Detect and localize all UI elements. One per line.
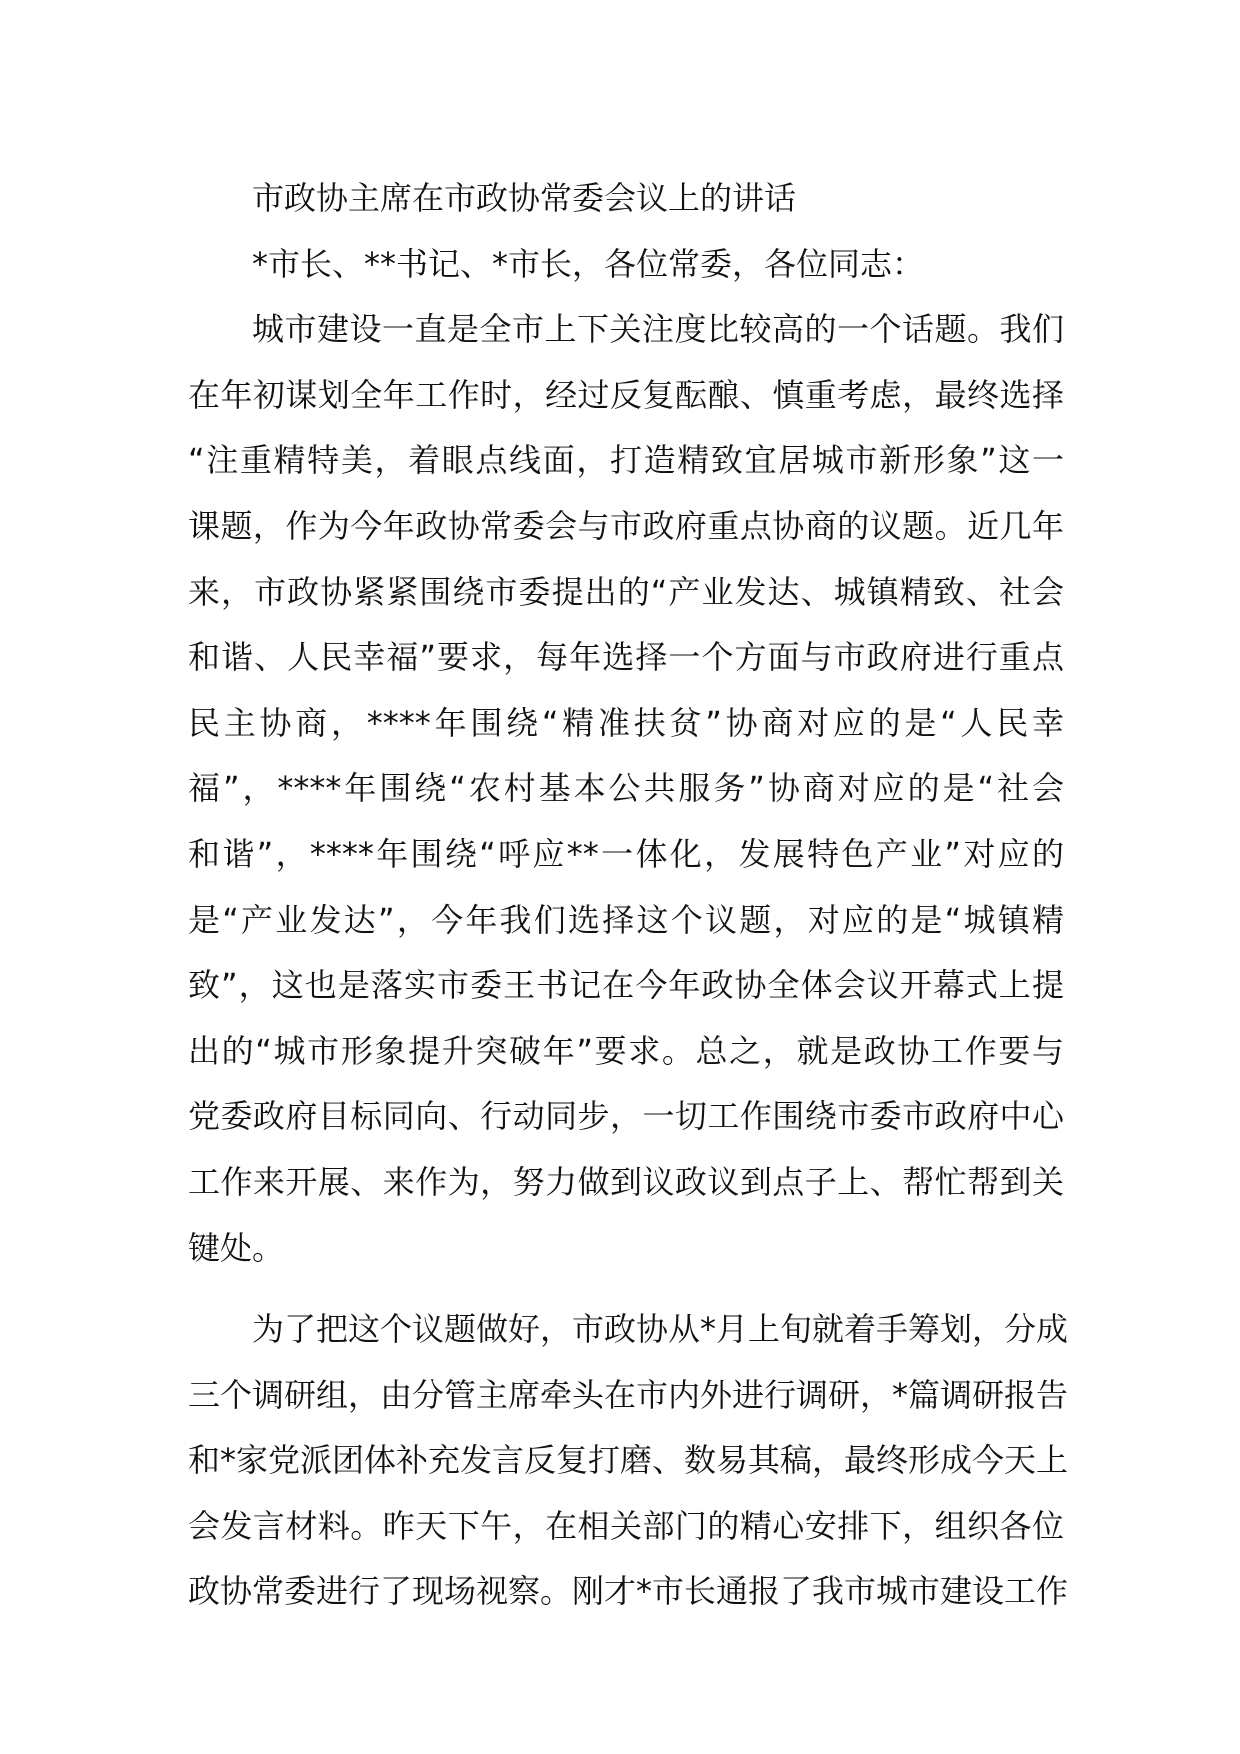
- paragraph-line: 在年初谋划全年工作时，经过反复酝酿、慎重考虑，最终选择: [188, 375, 1064, 414]
- paragraph-line: 出的“城市形象提升突破年”要求。总之，就是政协工作要与: [188, 1031, 1064, 1070]
- paragraph-line: 和谐”，****年围绕“呼应**一体化，发展特色产业”对应的: [188, 834, 1064, 873]
- salutation: *市长、**书记、*市长，各位常委，各位同志：: [252, 244, 925, 283]
- paragraph-line: 福”，****年围绕“农村基本公共服务”协商对应的是“社会: [188, 769, 1064, 808]
- paragraph-line: 和谐、人民幸福”要求，每年选择一个方面与市政府进行重点: [188, 638, 1064, 677]
- paragraph-line: 政协常委进行了现场视察。刚才*市长通报了我市城市建设工作: [188, 1572, 1069, 1611]
- document-body: [188, 166, 1069, 1625]
- paragraph-line: 城市建设一直是全市上下关注度比较高的一个话题。我们: [252, 310, 1064, 349]
- paragraph-spacing: [188, 1281, 1064, 1297]
- paragraph-line: 来，市政协紧紧围绕市委提出的“产业发达、城镇精致、社会: [188, 572, 1064, 611]
- paragraph-line: 党委政府目标同向、行动同步，一切工作围绕市委市政府中心: [188, 1097, 1064, 1136]
- paragraph-2: [188, 1297, 1069, 1625]
- paragraph-line: 键处。: [188, 1228, 285, 1267]
- paragraph-line: 和*家党派团体补充发言反复打磨、数易其稿，最终形成今天上: [188, 1441, 1069, 1480]
- paragraph-line: 是“产业发达”，今年我们选择这个议题，对应的是“城镇精: [188, 900, 1064, 939]
- paragraph-line: 致”，这也是落实市委王书记在今年政协全体会议开幕式上提: [188, 966, 1064, 1005]
- paragraph-line: 三个调研组，由分管主席牵头在市内外进行调研，*篇调研报告: [188, 1375, 1069, 1414]
- paragraph-line: 民主协商，****年围绕“精准扶贫”协商对应的是“人民幸: [188, 703, 1064, 742]
- paragraph-1: [188, 297, 1064, 1281]
- paragraph-line: 工作来开展、来作为，努力做到议政议到点子上、帮忙帮到关: [188, 1162, 1064, 1201]
- paragraph-line: 会发言材料。昨天下午，在相关部门的精心安排下，组织各位: [188, 1506, 1064, 1545]
- paragraph-line: 课题，作为今年政协常委会与市政府重点协商的议题。近几年: [188, 506, 1064, 545]
- paragraph-line: “注重精特美，着眼点线面，打造精致宜居城市新形象”这一: [188, 441, 1064, 480]
- document-title: 市政协主席在市政协常委会议上的讲话: [252, 179, 797, 217]
- paragraph-line: 为了把这个议题做好，市政协从*月上旬就着手筹划，分成: [252, 1310, 1069, 1349]
